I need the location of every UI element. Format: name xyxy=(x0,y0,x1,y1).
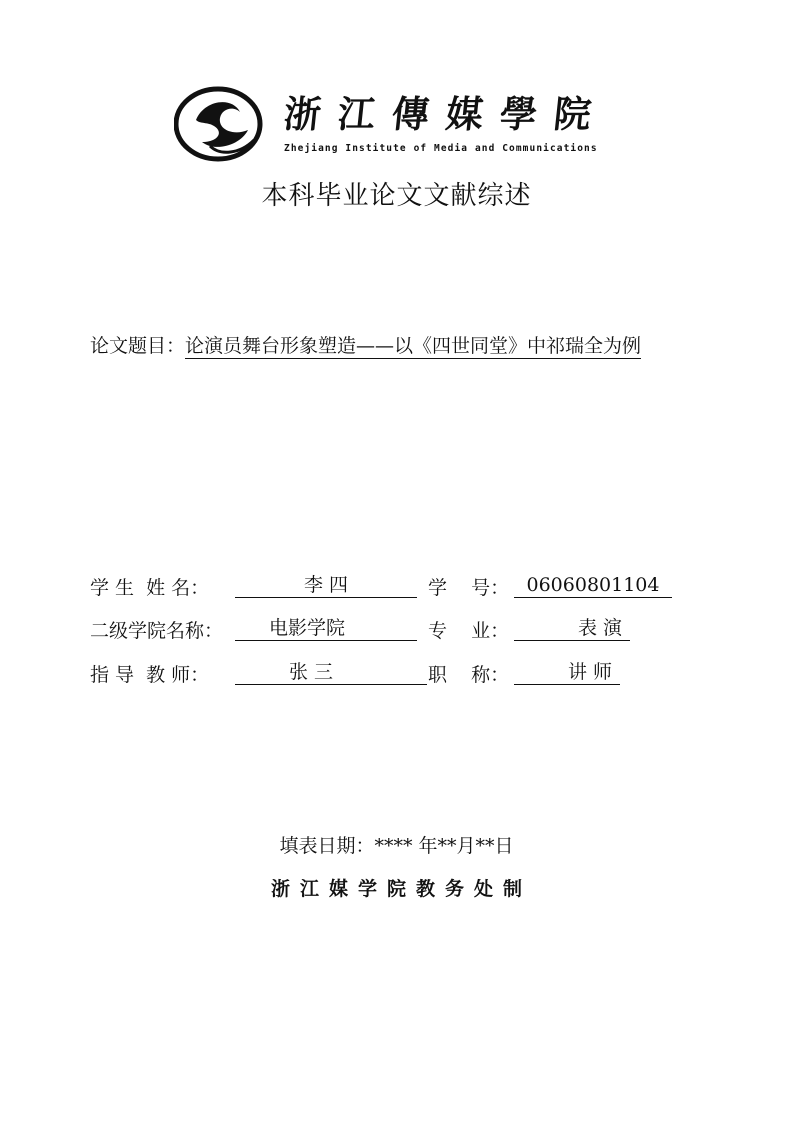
major-value: 表 演 xyxy=(514,616,630,641)
college-label: 二级学院名称： xyxy=(90,620,224,642)
advisor-title-label: 职 称： xyxy=(428,664,510,686)
school-name-en: Zhejiang Institute of Media and Communications xyxy=(284,143,598,154)
student-id-label: 学 号： xyxy=(428,577,510,599)
student-name-label: 学 生 姓 名： xyxy=(90,577,210,599)
college-value: 电影学院 xyxy=(235,616,417,641)
advisor-label: 指 导 教 师： xyxy=(90,664,210,686)
school-emblem-icon xyxy=(174,86,266,162)
thesis-topic xyxy=(90,331,641,358)
document-title: 本科毕业论文文献综述 xyxy=(261,181,532,211)
school-logo xyxy=(174,86,619,162)
topic-value: 论演员舞台形象塑造——以《四世同堂》中祁瑞全为例 xyxy=(185,335,642,357)
school-name-cn: 浙江傳媒學院 xyxy=(281,92,611,136)
topic-label: 论文题目： xyxy=(90,335,186,357)
student-id-value: 06060801104 xyxy=(514,573,672,598)
issuing-office: 浙江媒学院教务处制 xyxy=(270,878,532,900)
major-label: 专 业： xyxy=(428,620,510,642)
advisor-value: 张 三 xyxy=(235,660,427,685)
advisor-title-value: 讲 师 xyxy=(514,660,620,685)
student-name-value: 李 四 xyxy=(235,573,417,598)
fill-date: 填表日期：**** 年**月**日 xyxy=(279,835,514,857)
